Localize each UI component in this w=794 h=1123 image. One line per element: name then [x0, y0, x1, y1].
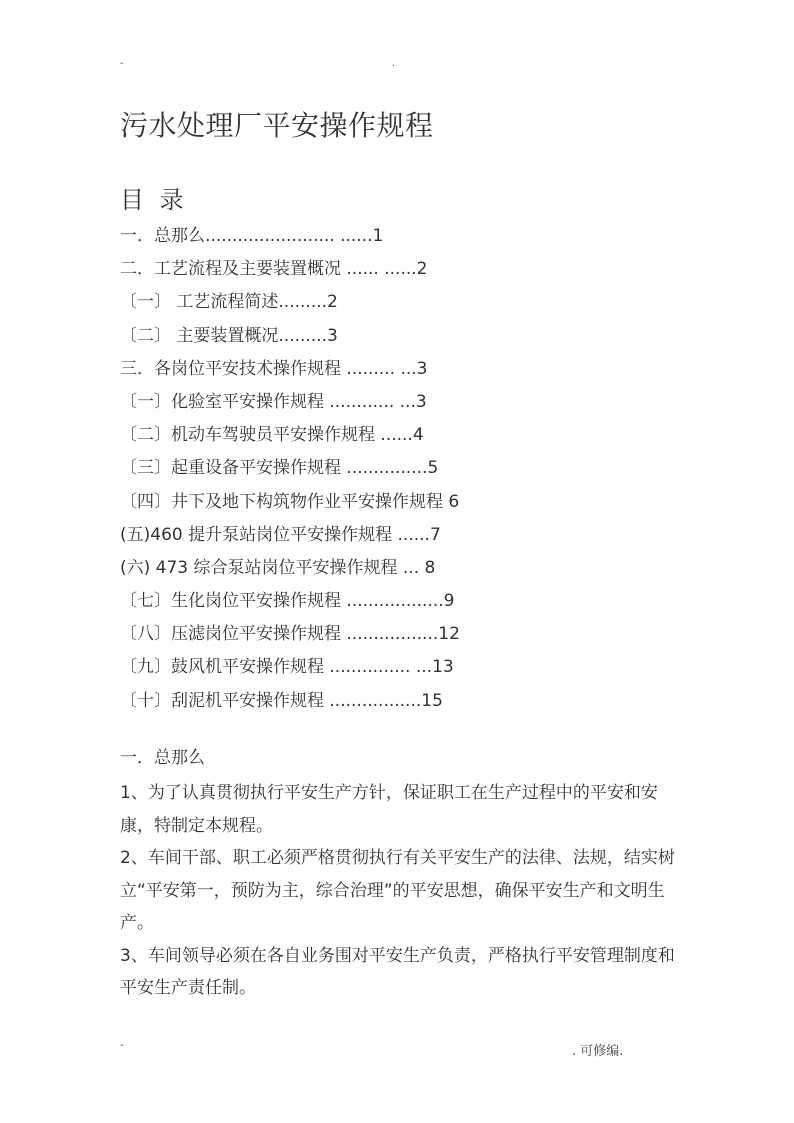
body-paragraph: 2、车间干部、职工必须严格贯彻执行有关平安生产的法律、法规，结实树立“平安第一，预防为主，综合治理”的平安思想，确保平安生产和文明生产。 [120, 848, 675, 933]
toc-item[interactable]: 〔十〕刮泥机平安操作规程 .................15 [120, 690, 443, 711]
body-paragraph: 1、为了认真贯彻执行平安生产方针，保证职工在生产过程中的平安和安康，特制定本规程。 [120, 783, 658, 836]
page-header-left-mark: - [120, 58, 124, 69]
toc-item[interactable]: 二．工艺流程及主要装置概况 ...... ......2 [120, 259, 428, 280]
document-title: 污水处理厂平安操作规程 [120, 109, 434, 142]
toc-item[interactable]: 〔四〕井下及地下构筑物作业平安操作规程 6 [120, 491, 460, 512]
toc-item[interactable]: 〔三〕起重设备平安操作规程 ...............5 [120, 458, 439, 479]
toc-item[interactable]: 一．总那么........................ ......1 [120, 226, 384, 246]
table-of-contents [120, 220, 460, 718]
toc-item[interactable]: 〔一〕 工艺流程简述.........2 [120, 292, 338, 313]
section-body [120, 777, 680, 1005]
toc-item[interactable]: 三．各岗位平安技术操作规程 ......... ...3 [120, 358, 428, 379]
section-heading: 一．总那么 [120, 748, 205, 768]
page-footer-left-mark: - [120, 1040, 124, 1051]
toc-item[interactable]: 〔九〕鼓风机平安操作规程 ............... ...13 [120, 657, 454, 678]
toc-title: 目 录 [120, 186, 188, 214]
page-header-right-mark: . [392, 58, 396, 69]
toc-item[interactable]: 〔一〕化验室平安操作规程 ............ ...3 [120, 391, 427, 412]
toc-item[interactable]: 〔二〕 主要装置概况.........3 [120, 325, 338, 346]
toc-item[interactable]: 〔八〕压滤岗位平安操作规程 .................12 [120, 624, 460, 645]
toc-item[interactable]: (六) 473 综合泵站岗位平安操作规程 ... 8 [120, 557, 436, 578]
toc-item[interactable]: 〔二〕机动车驾驶员平安操作规程 ......4 [120, 425, 424, 446]
body-paragraph: 3、车间领导必须在各自业务围对平安生产负责，严格执行平安管理制度和平安生产责任制。 [120, 945, 675, 998]
toc-item[interactable]: 〔七〕生化岗位平安操作规程 ..................9 [120, 591, 455, 612]
toc-item[interactable]: (五)460 提升泵站岗位平安操作规程 ......7 [120, 524, 441, 545]
page-footer-editable-note: . 可修编. [572, 1044, 624, 1059]
